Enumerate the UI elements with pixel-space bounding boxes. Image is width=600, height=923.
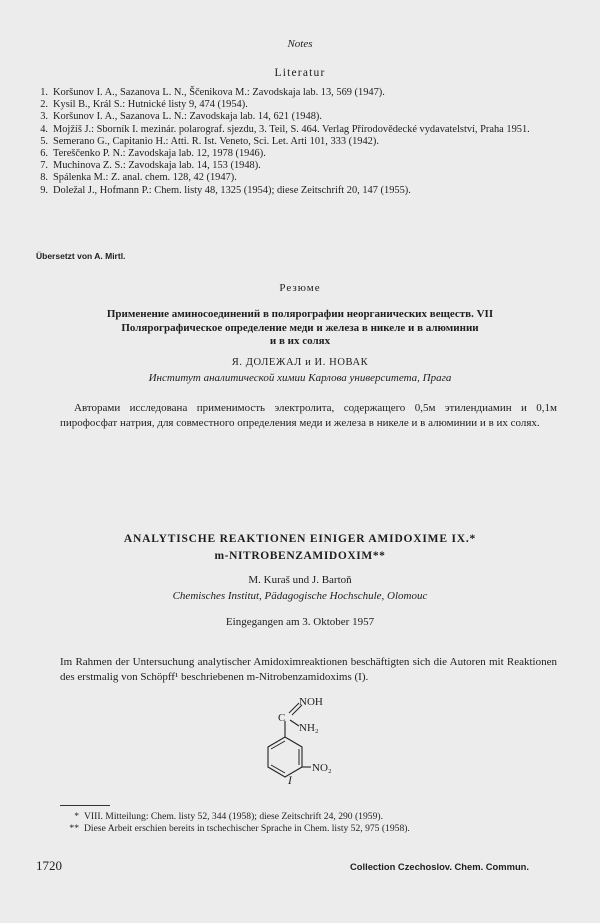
resume-heading: Резюме [279, 282, 321, 294]
resume-title [40, 308, 560, 349]
reference-item [30, 185, 575, 197]
resume-authors: Я. ДОЛЕЖАЛ и И. НОВАК [231, 357, 369, 368]
article-authors: M. Kuraš und J. Bartoň [248, 574, 352, 586]
noh-group: NOH [299, 696, 323, 708]
article-subtitle: m-NITROBENZAMIDOXIM** [214, 550, 386, 562]
reference-number: 2. [40, 99, 48, 111]
translator-note: Übersetzt von A. Mirtl. [36, 251, 126, 261]
reference-text: Doležal J., Hofmann P.: Chem. listy 48, 1325 (1954); diese Zeitschrift 20, 147 (1955). [53, 184, 411, 196]
compound-label: I [288, 775, 292, 787]
benzene-ring [268, 737, 302, 777]
footnote [57, 823, 557, 835]
reference-text: Kysil B., Král S.: Hutnické listy 9, 474 (1954). [53, 99, 248, 111]
reference-number: 4. [40, 123, 48, 135]
literature-heading: Literatur [274, 67, 326, 79]
footnote-text: Diese Arbeit erschien bereits in tschechischer Sprache in Chem. listy 52, 975 (1958). [84, 823, 410, 834]
double-bond [289, 703, 299, 713]
footnote-text: VIII. Mitteilung: Chem. listy 52, 344 (1958); diese Zeitschrift 24, 290 (1959). [84, 811, 383, 822]
resume-title-line: и в их солях [269, 335, 331, 347]
reference-item [30, 136, 575, 148]
resume-title-line: Полярографическое определение меди и железа в никеле и в алюминии [121, 321, 479, 334]
article-received-date: Eingegangen am 3. Oktober 1957 [225, 616, 375, 628]
reference-number: 6. [40, 148, 48, 160]
structural-formula [255, 693, 355, 791]
reference-number: 9. [40, 184, 48, 196]
article-institute: Chemisches Institut, Pädagogische Hochschule, Olomouc [172, 590, 428, 602]
reference-item [30, 172, 575, 184]
page-number: 1720 [36, 858, 62, 873]
footnote-mark: * [74, 811, 79, 822]
footnote [57, 811, 557, 823]
reference-number: 7. [40, 160, 48, 172]
reference-text: Spálenka M.: Z. anal. chem. 128, 42 (1947). [53, 172, 237, 184]
single-bond [290, 720, 299, 726]
ring-double-bond [271, 765, 285, 773]
reference-item [30, 111, 575, 123]
article-title: ANALYTISCHE REAKTIONEN EINIGER AMIDOXIME IX.* [123, 533, 477, 545]
resume-institute: Институт аналитической химии Карлова университета, Прага [148, 372, 452, 384]
reference-item [30, 124, 575, 136]
reference-text: Koršunov I. A., Sazanova L. N.: Zavodskaja lab. 14, 621 (1948). [53, 111, 322, 123]
reference-text: Semerano G., Capitanio H.: Atti. R. Ist. Veneto, Sci. Let. Arti 101, 333 (1942). [53, 135, 379, 147]
running-header: Notes [287, 38, 313, 50]
amine-group: NH₂ [299, 722, 319, 734]
reference-text: Koršunov I. A., Sazanova L. N., Ščenikova M.: Zavodskaja lab. 13, 569 (1947). [53, 87, 385, 98]
reference-number: 8. [40, 172, 48, 184]
resume-title-line: Применение аминосоединений в полярографии неорганических веществ. VII [106, 308, 494, 320]
reference-number: 1. [40, 87, 48, 98]
resume-body: Авторами исследована применимость электролита, содержащего 0,5м этилендиамин и 0,1м пирофосфат натрия, для совместного определения меди и железа в никеле и в алюминии и в их солях. [60, 402, 557, 429]
reference-number: 3. [40, 111, 48, 123]
reference-item [30, 160, 575, 172]
reference-item [30, 99, 575, 111]
reference-item [30, 148, 575, 160]
footnote-mark: ** [69, 823, 79, 834]
reference-list [30, 87, 575, 197]
ring-double-bond [271, 741, 285, 749]
reference-item [30, 87, 575, 99]
reference-text: Mojžíš J.: Sborník I. mezinár. polarograf. sjezdu, 3. Teil, S. 464. Verlag Přírodovědecké vydavatelství, Praha 1951. [53, 123, 530, 135]
reference-text: Tereščenko P. N.: Zavodskaja lab. 12, 1978 (1946). [53, 148, 266, 160]
nitro-group: NO₂ [312, 762, 332, 774]
footnote-rule [60, 805, 110, 806]
carbon-atom: C [278, 712, 286, 724]
footnotes [57, 811, 557, 835]
reference-text: Muchinova Z. S.: Zavodskaja lab. 14, 153 (1948). [53, 160, 261, 172]
article-body: Im Rahmen der Untersuchung analytischer Amidoximreaktionen beschäftigten sich die Autoren mit Reaktionen des erstmalig von Schöpff¹ beschriebenen m-Nitrobenzamidoxims (I). [60, 656, 557, 683]
reference-number: 5. [40, 135, 48, 147]
journal-name: Collection Czechoslov. Chem. Commun. [350, 861, 530, 872]
